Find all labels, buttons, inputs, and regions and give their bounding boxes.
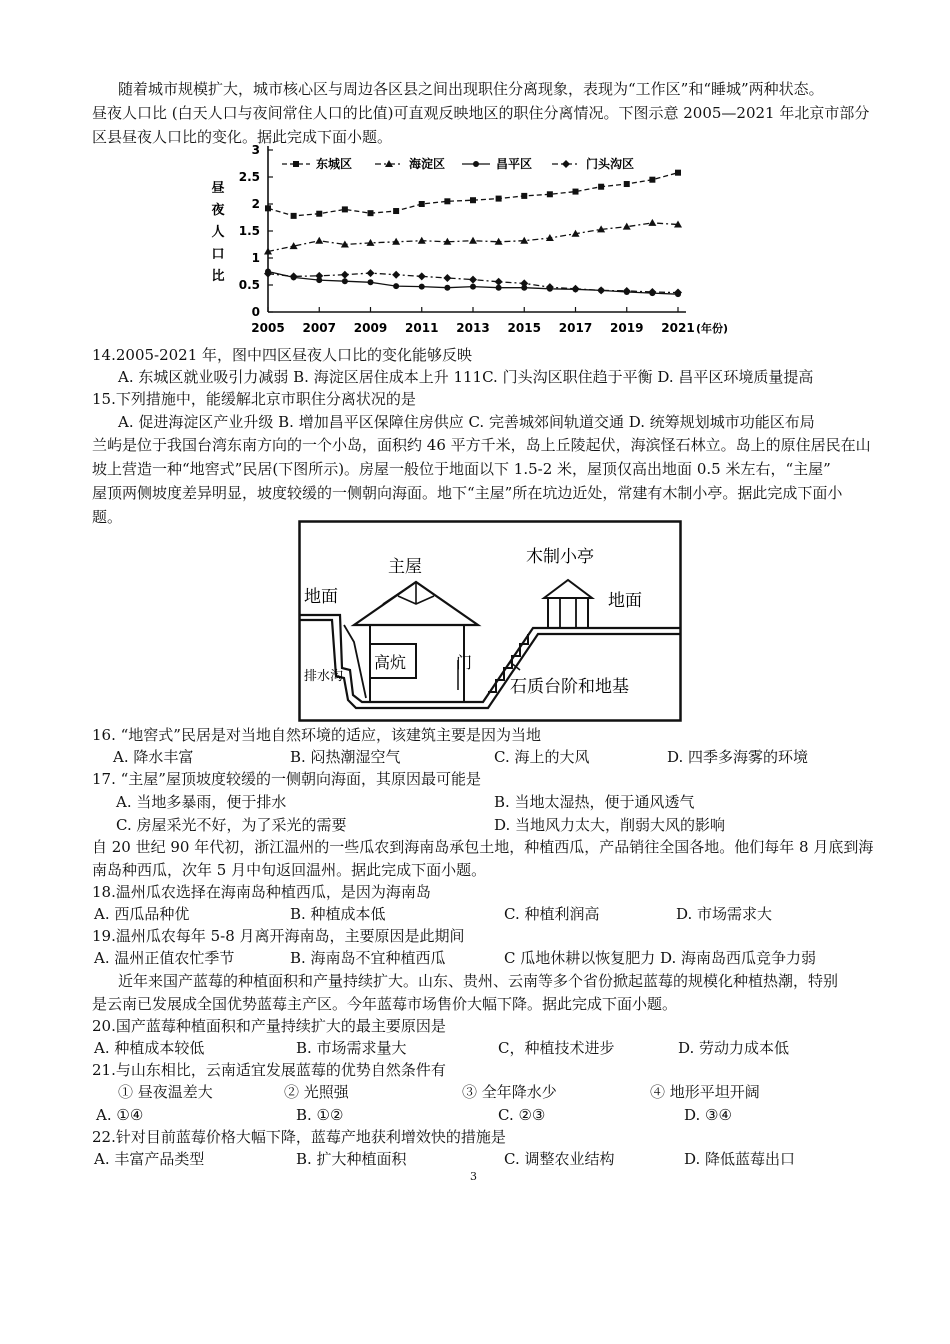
y-axis-label-char: 夜: [211, 203, 225, 218]
series-line: [268, 173, 678, 216]
data-point: [521, 193, 527, 199]
legend-label: 门头沟区: [586, 157, 635, 171]
data-point: [547, 191, 553, 197]
data-point: [572, 285, 580, 293]
passage2-line: 屋顶两侧坡度差异明显，坡度较缓的一侧朝向海面。地下“主屋”所在坑边近处，常建有木制小亭。据此完成下面小: [92, 484, 843, 502]
question-15-stem: 15.下列措施中，能缓解北京市职住分离状况的是: [92, 390, 416, 408]
x-tick-label: 2011: [405, 321, 439, 335]
q19-option-cd: C 瓜地休耕以恢复肥力 D. 海南岛西瓜竞争力弱: [504, 949, 817, 967]
data-point: [546, 283, 554, 291]
q18-option-d: D. 市场需求大: [676, 905, 773, 923]
y-axis-label-char: 口: [211, 247, 225, 262]
question-15-options: A. 促进海淀区产业升级 B. 增加昌平区保障住房供应 C. 完善城郊间轨道交通 D. 统筹规划城市功能区布局: [118, 413, 815, 431]
data-point: [392, 271, 400, 279]
data-point: [444, 285, 450, 291]
question-14-options: A. 东城区就业吸引力减弱 B. 海淀区居住成本上升 111C. 门头沟区职住趋于平衡 D. 昌平区环境质量提高: [118, 368, 814, 386]
data-point: [624, 181, 630, 187]
x-tick-label: 2005: [251, 321, 285, 335]
question-14-stem: 14.2005-2021 年，图中四区昼夜人口比的变化能够反映: [92, 346, 473, 364]
data-point: [368, 279, 374, 285]
q17-option-b: B. 当地太湿热，便于通风透气: [494, 793, 695, 811]
q21-item-1: ① 昼夜温差大: [118, 1083, 213, 1101]
data-point: [470, 284, 476, 290]
q21-option-d: D. ③④: [684, 1106, 732, 1124]
data-point: [341, 271, 349, 279]
q22-option-a: A. 丰富产品类型: [94, 1150, 205, 1168]
data-point: [443, 274, 451, 282]
y-axis-label-char: 昼: [211, 181, 225, 196]
question-22-stem: 22.针对目前蓝莓价格大幅下降，蓝莓产地获利增效快的措施是: [92, 1128, 506, 1146]
dugout-house-diagram: [298, 520, 682, 722]
passage2-line: 兰屿是位于我国台湾东南方向的一个小岛，面积约 46 平方千米，岛上丘陵起伏，海滨怪石林立。岛上的原住居民在山: [92, 436, 871, 454]
data-point: [649, 177, 655, 183]
x-unit-label: (年份): [696, 322, 729, 335]
passage1-line: 昼夜人口比 (白天人口与夜间常住人口的比值)可直观反映地区的职住分离情况。下图示意 2005—2021 年北京市部分: [92, 104, 870, 122]
door-label: 门: [456, 653, 473, 672]
data-point: [675, 170, 681, 176]
data-point: [393, 283, 399, 289]
kang-label: 高炕: [374, 653, 407, 672]
data-point: [393, 208, 399, 214]
question-17-stem: 17. “主屋”屋顶坡度较缓的一侧朝向海面，其原因最可能是: [92, 770, 481, 788]
q19-option-a: A. 温州正值农忙季节: [94, 949, 235, 967]
data-point: [368, 210, 374, 216]
data-point: [419, 284, 425, 290]
pavilion-label: 木制小亭: [526, 547, 594, 567]
q17-option-a: A. 当地多暴雨，便于排水: [116, 793, 287, 811]
data-point: [648, 219, 656, 226]
passage4-line: 近年来国产蓝莓的种植面积和产量持续扩大。山东、贵州、云南等多个省份掀起蓝莓的规模化种植热潮，特别: [118, 972, 839, 990]
x-tick-label: 2017: [558, 321, 593, 335]
question-16-stem: 16. “地窖式”民居是对当地自然环境的适应，该建筑主要是因为当地: [92, 726, 541, 744]
data-point: [546, 234, 554, 241]
series-1: [265, 170, 681, 219]
y-tick-label: 3: [251, 143, 260, 157]
passage1-line: 区县昼夜人口比的变化。据此完成下面小题。: [92, 128, 393, 146]
y-axis-label-char: 人: [211, 225, 225, 240]
y-tick-label: 2: [251, 197, 260, 211]
question-21-stem: 21.与山东相比，云南适宜发展蓝莓的优势自然条件有: [92, 1061, 446, 1079]
q16-option-d: D. 四季多海雾的环境: [667, 748, 809, 766]
q18-option-b: B. 种植成本低: [290, 905, 386, 923]
data-point: [469, 237, 477, 244]
q20-option-a: A. 种植成本较低: [94, 1039, 205, 1057]
data-point: [291, 213, 297, 219]
q20-option-b: B. 市场需求量大: [296, 1039, 407, 1057]
data-point: [316, 211, 322, 217]
data-point: [674, 289, 682, 297]
y-tick-label: 0: [251, 305, 260, 319]
data-point: [495, 278, 503, 286]
legend-label: 东城区: [316, 157, 353, 171]
question-19-stem: 19.温州瓜农每年 5-8 月离开海南岛，主要原因是此期间: [92, 927, 465, 945]
y-tick-label: 2.5: [238, 170, 260, 184]
question-18-stem: 18.温州瓜农选择在海南岛种植西瓜，是因为海南岛: [92, 883, 431, 901]
legend-label: 海淀区: [409, 157, 446, 171]
y-tick-label: 1.5: [238, 224, 260, 238]
data-point: [648, 288, 656, 296]
main-house-label: 主屋: [388, 557, 422, 577]
q19-option-b: B. 海南岛不宜种植西瓜: [290, 949, 446, 967]
data-point: [623, 287, 631, 295]
x-tick-label: 2019: [610, 321, 644, 335]
q22-option-d: D. 降低蓝莓出口: [684, 1150, 796, 1168]
passage4-line: 是云南已发展成全国优势蓝莓主产区。今年蓝莓市场售价大幅下降。据此完成下面小题。: [92, 995, 678, 1013]
data-point: [290, 272, 298, 280]
q22-option-c: C. 调整农业结构: [504, 1150, 615, 1168]
passage1-line: 随着城市规模扩大，城市核心区与周边各区县之间出现职住分离现象，表现为“工作区”和“睡城”两种状态。: [118, 80, 824, 98]
legend-label: 昌平区: [496, 157, 533, 171]
q17-option-c: C. 房屋采光不好，为了采光的需要: [116, 816, 347, 834]
data-point: [419, 201, 425, 207]
data-point: [473, 161, 479, 167]
data-point: [367, 239, 375, 246]
x-tick-label: 2015: [507, 321, 541, 335]
data-point: [597, 286, 605, 294]
y-tick-label: 0.5: [238, 278, 260, 292]
q21-option-b: B. ①②: [296, 1106, 344, 1124]
x-tick-label: 2007: [302, 321, 336, 335]
data-point: [418, 272, 426, 280]
data-point: [367, 269, 375, 277]
q21-item-3: ③ 全年降水少: [462, 1083, 557, 1101]
q20-option-c: C，种植技术进步: [498, 1039, 615, 1057]
q16-option-a: A. 降水丰富: [113, 748, 194, 766]
ground-right-label: 地面: [608, 591, 642, 611]
drain-label: 排水沟: [304, 669, 344, 684]
data-point: [562, 160, 570, 168]
x-tick-label: 2021: [661, 321, 695, 335]
q18-option-c: C. 种植利润高: [504, 905, 600, 923]
q17-option-d: D. 当地风力太大，削弱大风的影响: [494, 816, 726, 834]
data-point: [573, 189, 579, 195]
q21-item-4: ④ 地形平坦开阔: [650, 1083, 760, 1101]
question-20-stem: 20.国产蓝莓种植面积和产量持续扩大的最主要原因是: [92, 1017, 446, 1035]
data-point: [520, 279, 528, 287]
q18-option-a: A. 西瓜品种优: [94, 905, 190, 923]
q21-option-c: C. ②③: [498, 1106, 546, 1124]
data-point: [293, 161, 299, 167]
data-point: [315, 237, 323, 244]
q20-option-d: D. 劳动力成本低: [678, 1039, 790, 1057]
data-point: [496, 196, 502, 202]
q21-option-a: A. ①④: [96, 1106, 144, 1124]
q21-item-2: ② 光照强: [284, 1083, 349, 1101]
y-axis-label-char: 比: [211, 269, 225, 284]
passage3-line: 自 20 世纪 90 年代初，浙江温州的一些瓜农到海南岛承包土地，种植西瓜，产品销往全国各地。他们每年 8 月底到海: [92, 838, 874, 856]
data-point: [342, 206, 348, 212]
y-tick-label: 1: [251, 251, 260, 265]
series-4: [264, 269, 682, 296]
ground-left-label: 地面: [304, 587, 338, 607]
x-tick-label: 2009: [353, 321, 388, 335]
data-point: [598, 184, 604, 190]
q16-option-b: B. 闷热潮湿空气: [290, 748, 401, 766]
data-point: [470, 197, 476, 203]
data-point: [342, 278, 348, 284]
data-point: [469, 276, 477, 284]
population-ratio-line-chart: [200, 142, 760, 342]
x-tick-label: 2013: [456, 321, 490, 335]
steps-label: 石质台阶和地基: [510, 677, 629, 697]
passage2-line: 题。: [92, 508, 123, 526]
series-2: [264, 219, 682, 255]
q16-option-c: C. 海上的大风: [494, 748, 590, 766]
q22-option-b: B. 扩大种植面积: [296, 1150, 407, 1168]
data-point: [315, 272, 323, 280]
passage2-line: 坡上营造一种“地窖式”民居(下图所示)。房屋一般位于地面以下 1.5-2 米，屋顶仅高出地面 0.5 米左右，“主屋”: [92, 460, 831, 478]
page-number: 3: [470, 1170, 477, 1183]
data-point: [265, 205, 271, 211]
data-point: [444, 198, 450, 204]
passage3-line: 南岛种西瓜，次年 5 月中旬返回温州。据此完成下面小题。: [92, 861, 487, 879]
